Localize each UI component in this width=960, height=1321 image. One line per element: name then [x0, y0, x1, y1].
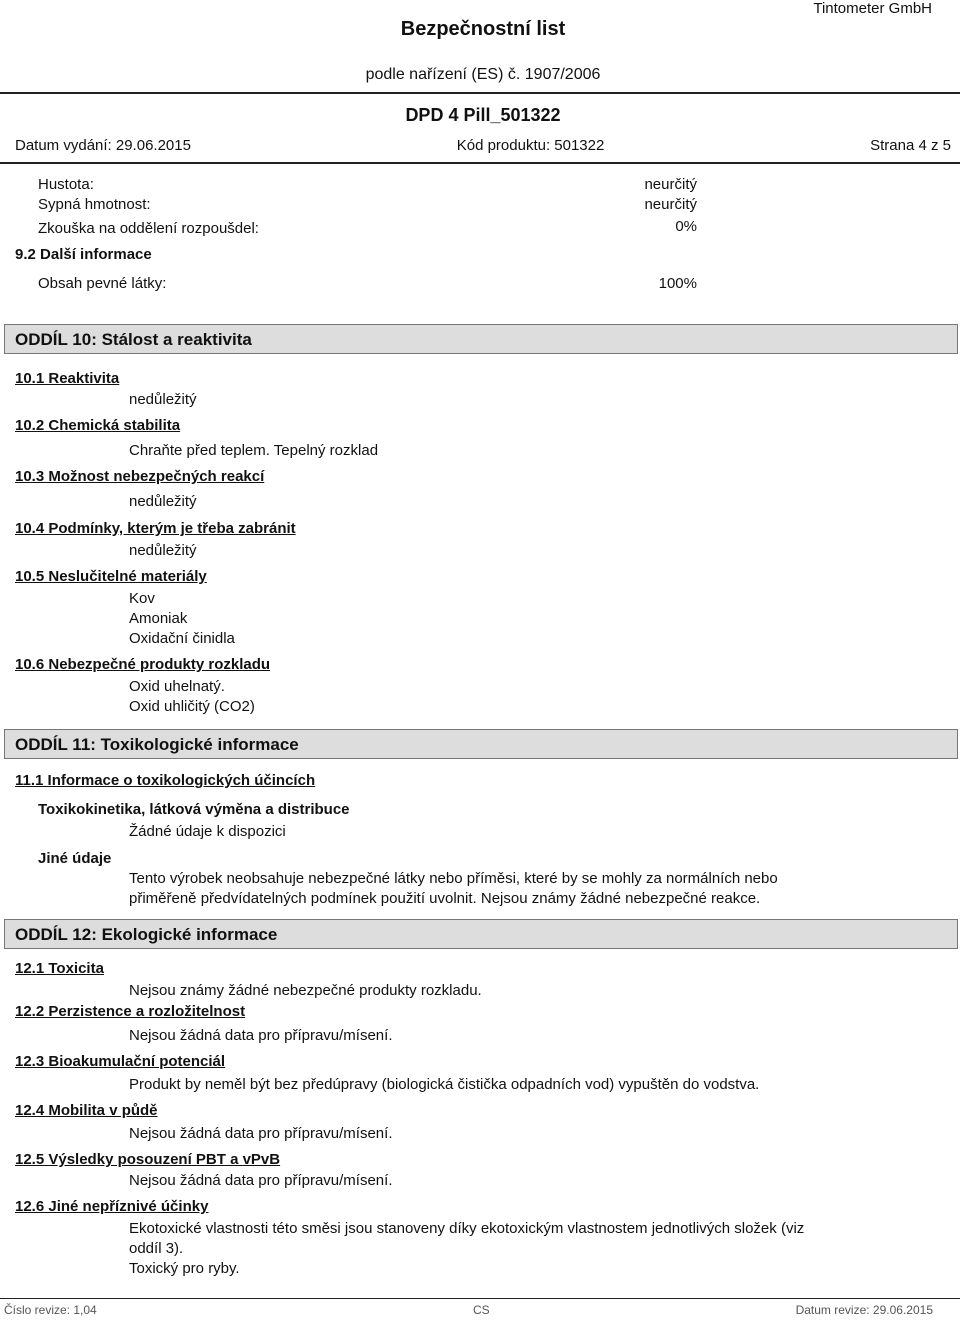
hazardous-reactions-text: nedůležitý	[129, 493, 197, 510]
page-number: Strana 4 z 5	[870, 137, 951, 154]
chemical-stability-heading: 10.2 Chemická stabilita	[15, 417, 181, 434]
footer-divider	[0, 1298, 960, 1299]
revision-date: Datum revize: 29.06.2015	[795, 1303, 933, 1317]
list-item: Amoniak	[129, 610, 188, 627]
conditions-to-avoid-text: nedůležitý	[129, 542, 197, 559]
toxicokinetics-text: Žádné údaje k dispozici	[129, 823, 286, 840]
soil-mobility-text: Nejsou žádná data pro přípravu/mísení.	[129, 1125, 393, 1142]
bulk-density-value: neurčitý	[644, 196, 697, 213]
toxicological-effects-heading: 11.1 Informace o toxikologických účincích	[15, 772, 316, 789]
hazardous-reactions-heading: 10.3 Možnost nebezpečných reakcí	[15, 468, 265, 485]
issue-date: Datum vydání: 29.06.2015	[15, 137, 191, 154]
density-value: neurčitý	[644, 176, 697, 193]
other-data-text-line: Tento výrobek neobsahuje nebezpečné látky nebo příměsi, které by se mohly za normálních nebo	[129, 870, 778, 887]
list-item: Oxidační činidla	[129, 630, 235, 647]
reactivity-text: nedůležitý	[129, 391, 197, 408]
other-adverse-effects-text-line: oddíl 3).	[129, 1240, 184, 1257]
list-item: Kov	[129, 590, 155, 607]
section-12-title: ODDÍL 12: Ekologické informace	[4, 919, 958, 949]
persistence-heading: 12.2 Perzistence a rozložitelnost	[15, 1003, 246, 1020]
document-meta-row	[15, 137, 951, 154]
other-data-label: Jiné údaje	[38, 850, 112, 867]
revision-number: Číslo revize: 1,04	[4, 1303, 97, 1317]
header-divider	[0, 92, 960, 94]
other-adverse-effects-heading: 12.6 Jiné nepříznivé účinky	[15, 1198, 209, 1215]
pbt-vpvb-text: Nejsou žádná data pro přípravu/mísení.	[129, 1172, 393, 1189]
product-name: DPD 4 Pill_501322	[405, 105, 561, 125]
solids-value: 100%	[658, 275, 697, 292]
other-adverse-effects-text-line: Ekotoxické vlastnosti této směsi jsou stanoveny díky ekotoxickým vlastnostem jednotlivých složek (viz	[129, 1220, 805, 1237]
section-11-title: ODDÍL 11: Toxikologické informace	[4, 729, 958, 759]
section-10-title: ODDÍL 10: Stálost a reaktivita	[4, 324, 958, 354]
list-item: Oxid uhličitý (CO2)	[129, 698, 255, 715]
chemical-stability-text: Chraňte před teplem. Tepelný rozklad	[129, 442, 379, 459]
bulk-density-label: Sypná hmotnost:	[38, 196, 151, 213]
conditions-to-avoid-heading: 10.4 Podmínky, kterým je třeba zabránit	[15, 520, 296, 537]
other-info-heading: 9.2 Další informace	[15, 246, 152, 263]
toxicokinetics-label: Toxikokinetika, látková výměna a distribuce	[38, 801, 350, 818]
decomposition-products-heading: 10.6 Nebezpečné produkty rozkladu	[15, 656, 271, 673]
meta-divider	[0, 162, 960, 164]
reactivity-heading: 10.1 Reaktivita	[15, 370, 120, 387]
persistence-text: Nejsou žádná data pro přípravu/mísení.	[129, 1027, 393, 1044]
solids-label: Obsah pevné látky:	[38, 275, 167, 292]
toxicity-text: Nejsou známy žádné nebezpečné produkty rozkladu.	[129, 982, 482, 999]
other-data-text-line: přiměřeně předvídatelných podmínek použití uvolnit. Nejsou známy žádné nebezpečné reakce.	[129, 890, 761, 907]
bioaccumulation-text: Produkt by neměl být bez předúpravy (biologická čistička odpadních vod) vypuštěn do vodstva.	[129, 1076, 760, 1093]
pbt-vpvb-heading: 12.5 Výsledky posouzení PBT a vPvB	[15, 1151, 281, 1168]
solvent-separation-value: 0%	[675, 218, 697, 235]
product-code: Kód produktu: 501322	[456, 137, 605, 154]
soil-mobility-heading: 12.4 Mobilita v půdě	[15, 1102, 158, 1119]
incompatible-materials-heading: 10.5 Neslučitelné materiály	[15, 568, 207, 585]
density-label: Hustota:	[38, 176, 94, 193]
bioaccumulation-heading: 12.3 Bioakumulační potenciál	[15, 1053, 226, 1070]
solvent-separation-label: Zkouška na oddělení rozpoušdel:	[38, 220, 259, 237]
regulation-reference: podle nařízení (ES) č. 1907/2006	[365, 66, 601, 83]
company-name: Tintometer GmbH	[813, 0, 932, 17]
list-item: Oxid uhelnatý.	[129, 678, 225, 695]
other-adverse-effects-text-line: Toxický pro ryby.	[129, 1260, 240, 1277]
language-code: CS	[473, 1303, 490, 1317]
document-title: Bezpečnostní list	[400, 18, 566, 40]
toxicity-heading: 12.1 Toxicita	[15, 960, 104, 977]
